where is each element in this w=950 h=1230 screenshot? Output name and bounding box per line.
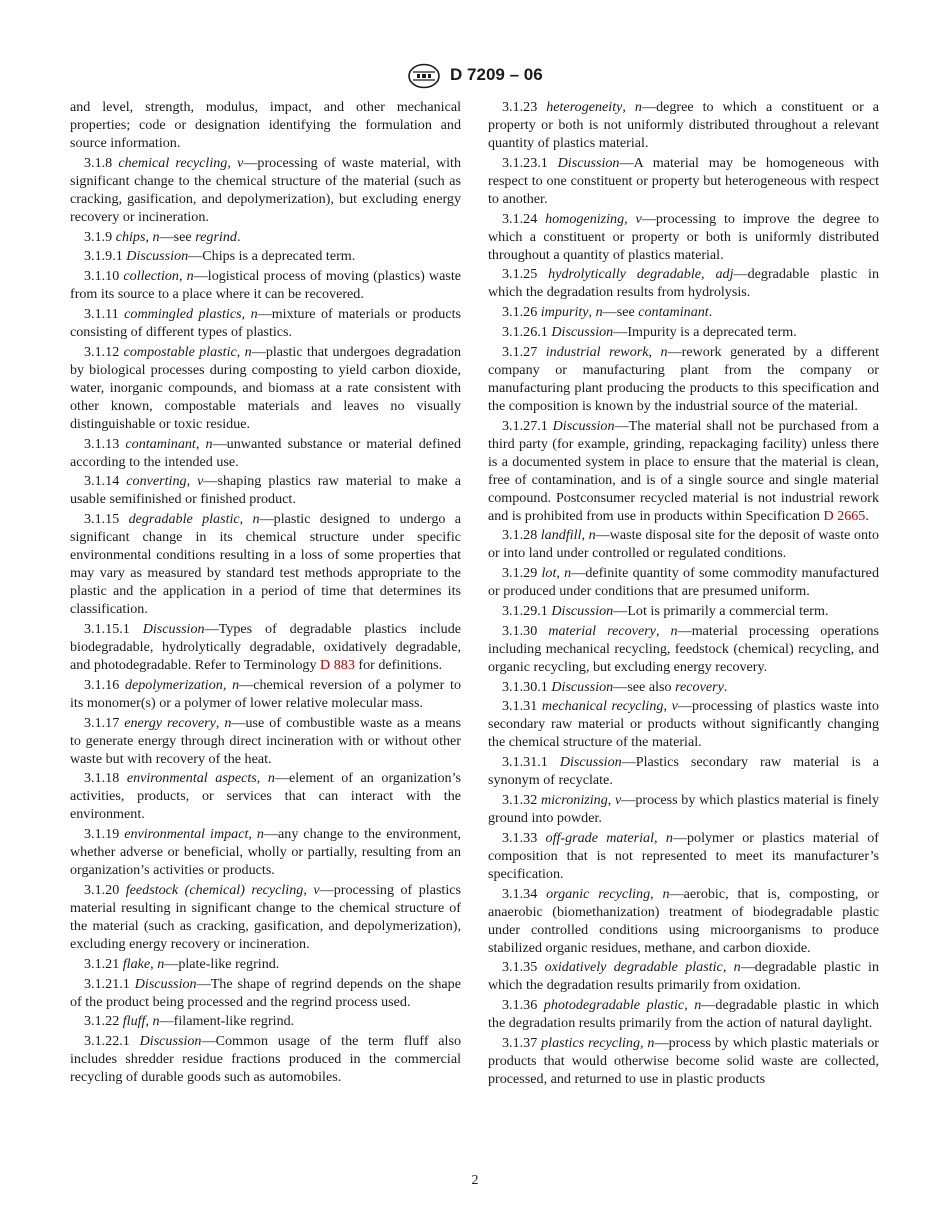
definition-text: —see (602, 304, 639, 321)
definition-paragraph: 3.1.10 collection, n—logistical process of moving (plastics) waste from its source to a place where it can be recovered. (70, 268, 462, 303)
part-of-speech: n (157, 955, 165, 972)
definition-text: —process by which plastics material is finely ground into powder. (488, 791, 880, 826)
part-of-speech: n (232, 676, 240, 693)
part-of-speech: n (252, 511, 260, 528)
definition-paragraph (70, 98, 461, 152)
cross-reference: contaminant (638, 304, 709, 321)
part-of-speech: n (564, 565, 572, 582)
part-of-speech: n (660, 343, 668, 360)
definition-text: —shaping plastics raw material to make a usable semifinished or finished product. (70, 473, 461, 508)
standard-link[interactable]: D 2665 (823, 507, 866, 524)
definition-text: —The material shall not be purchased from a third party (for example, grinding, repackaging facility) unless there is a documented system in place to ensure that the material is clean, free of contamination, and is of a single source and single material compound. Postconsumer recycled material is not industrial rework and is prohibited from use in products within Specification (488, 417, 879, 524)
section-number: 3.1.9 (84, 228, 113, 245)
definition-text: —Plastics secondary raw material is a synonym of recyclate. (488, 754, 879, 789)
definition-paragraph: 3.1.17 energy recovery, n—use of combustible waste as a means to generate energy through direct incineration with or without other waste but with recovery of the heat. (70, 714, 461, 767)
term: compostable plastic (123, 343, 237, 360)
part-of-speech: n (256, 826, 264, 843)
term: Discussion (142, 620, 205, 637)
part-of-speech: n (267, 770, 275, 787)
definition-paragraph: 3.1.16 depolymerization, n—chemical reversion of a polymer to its monomer(s) or a polymer of lower relative molecular mass. (70, 676, 461, 711)
part-of-speech: n (224, 714, 232, 731)
definition-paragraph: 3.1.24 homogenizing, v—processing to improve the degree to which a constituent or property or both is uniformly distributed throughout a quantity of plastics material. (488, 210, 879, 263)
term: off-grade material (545, 829, 655, 846)
term: contaminant (125, 435, 196, 452)
part-of-speech: v (671, 698, 678, 715)
term: photodegradable plastic (543, 997, 685, 1014)
definition-paragraph: 3.1.37 plastics recycling, n—process by which plastic materials or products that would otherwise become solid waste are collected, processed, and returned to use in plastic products (488, 1034, 880, 1087)
definition-paragraph: 3.1.30 material recovery, n—material processing operations including mechanical recycling, feedstock (chemical) recycling, and organic recycling, but excluding energy recovery. (488, 622, 880, 675)
section-number: 3.1.36 (502, 997, 538, 1014)
definition-paragraph: 3.1.25 hydrolytically degradable, adj—degradable plastic in which the degradation results from hydrolysis. (488, 266, 880, 301)
part-of-speech: n (152, 1013, 160, 1030)
term: organic recycling (546, 885, 651, 902)
section-number: 3.1.16 (84, 676, 120, 693)
definition-text: —The shape of regrind depends on the shape of the product being processed and the regrind process used. (70, 975, 461, 1010)
definition-tail: . (865, 507, 869, 524)
definition-text: —processing of plastics waste into secondary raw material or products without significantly changing the chemical structure of the material. (488, 698, 879, 751)
section-number: 3.1.15 (84, 511, 120, 528)
part-of-speech: n (634, 99, 642, 115)
definition-paragraph: 3.1.33 off-grade material, n—polymer or plastics material of composition that is not represented to meet its manufacturer’s specification. (488, 829, 879, 882)
definition-text: —Chips is a deprecated term. (188, 248, 356, 265)
section-number: 3.1.17 (84, 714, 120, 731)
definition-text: and level, strength, modulus, impact, and other mechanical properties; code or designation identifying the formulation and source information. (70, 99, 461, 151)
definition-paragraph: 3.1.19 environmental impact, n—any change to the environment, whether adverse or beneficial, wholly or partially, resulting from an organization’s activities or products. (70, 826, 461, 879)
section-number: 3.1.11 (84, 305, 119, 322)
term: lot (541, 565, 557, 582)
definition-paragraph (488, 323, 879, 341)
section-number: 3.1.26.1 (502, 323, 548, 340)
definition-text: —rework generated by a different company or manufacturing plant from the company or manufacturing plant producing the products to this specification and the composition is known by the industrial source of the material. (488, 343, 880, 414)
definition-tail: for definitions. (354, 656, 443, 673)
section-number: 3.1.9.1 (84, 248, 123, 265)
definition-text: —aerobic, that is, composting, or anaerobic (biomethanization) treatment of biodegradable plastic under controlled conditions using microorganisms to produce stabilized organic residues, methane, and carbon dioxide. (488, 885, 879, 956)
definition-text: —see (159, 228, 196, 245)
section-number: 3.1.27.1 (502, 417, 548, 434)
section-number: 3.1.15.1 (84, 620, 130, 637)
section-number: 3.1.29.1 (502, 602, 548, 619)
section-number: 3.1.12 (84, 343, 120, 360)
definition-paragraph: 3.1.8 chemical recycling, v—processing of waste material, with significant change to the chemical structure of the material (such as cracking, gasification, and depolymerization), but excluding energy recovery or incineration. (70, 154, 462, 225)
section-number: 3.1.34 (502, 885, 538, 902)
section-number: 3.1.22.1 (84, 1033, 130, 1050)
definition-text: —plate-like regrind. (164, 955, 280, 972)
definition-text: —plastic designed to undergo a significant change in its chemical structure under specific environmental conditions resulting in a loss of some properties that may vary as measured by standard test methods appropriate to the plastic and the application in a period of time that determines its classification. (70, 511, 461, 618)
term: industrial rework (545, 343, 649, 360)
term: heterogeneity (546, 99, 623, 115)
part-of-speech: n (665, 829, 673, 846)
definition-paragraph: 3.1.9 chips, n—see regrind. (84, 228, 241, 245)
definition-text: —plastic that undergoes degradation by biological processes during composting to yield carbon dioxide, water, inorganic compounds, and biomass at a rate consistent with other known, compostable materials and leaves no visually distinguishable or toxic residue. (70, 343, 461, 432)
part-of-speech: n (670, 622, 678, 639)
definition-text: —process by which plastic materials or products that would otherwise become solid waste are collected, processed, and returned to use in plastic products (488, 1034, 880, 1087)
term: hydrolytically degradable (548, 266, 702, 283)
term: collection (123, 268, 179, 285)
section-number: 3.1.29 (502, 565, 538, 582)
part-of-speech: n (595, 304, 603, 321)
section-number: 3.1.24 (502, 210, 538, 227)
term: energy recovery (124, 714, 216, 731)
definition-paragraph: 3.1.29 lot, n—definite quantity of some commodity manufactured or produced under conditions that are presumed uniform. (488, 565, 879, 600)
definition-text: —degradable plastic in which the degradation results primarily from the action of natural daylight. (488, 997, 879, 1032)
part-of-speech: n (250, 305, 258, 322)
term: Discussion (551, 678, 614, 695)
definition-paragraph: 3.1.34 organic recycling, n—aerobic, that is, composting, or anaerobic (biomethanization) treatment of biodegradable plastic under controlled conditions using microorganisms to produce stabilized organic residues, methane, and carbon dioxide. (488, 885, 879, 956)
page-number: 2 (471, 1173, 479, 1188)
definition-text: —Impurity is a deprecated term. (613, 323, 797, 340)
section-number: 3.1.31.1 (502, 754, 548, 771)
definition-paragraph: 3.1.13 contaminant, n—unwanted substance or material defined according to the intended use. (70, 435, 461, 470)
definition-text: —use of combustible waste as a means to generate energy through direct incineration with or without other waste but with recovery of the heat. (70, 714, 461, 767)
definition-text: —Lot is primarily a commercial term. (613, 602, 829, 619)
section-number: 3.1.8 (84, 154, 113, 171)
term: environmental impact (124, 826, 249, 843)
term: Discussion (557, 154, 620, 171)
definition-text: —processing of plastics material resulting in significant change to the chemical structure of the material (such as cracking, gasification, and depolymerization), excluding energy recovery or incineration. (70, 881, 461, 952)
definition-paragraph (488, 678, 879, 696)
definition-paragraph: 3.1.14 converting, v—shaping plastics raw material to make a usable semifinished or finished product. (70, 473, 461, 508)
definition-paragraph (488, 417, 879, 525)
definition-text: —polymer or plastics material of composition that is not represented to meet its manufacturer’s specification. (488, 829, 879, 882)
definition-text: —processing to improve the degree to which a constituent or property or both is uniformly distributed throughout a quantity of plastics material. (488, 210, 879, 263)
definition-paragraph (70, 620, 461, 674)
cross-reference: regrind (195, 228, 237, 245)
definition-paragraph: 3.1.35 oxidatively degradable plastic, n—degradable plastic in which the degradation results primarily from oxidation. (488, 959, 880, 994)
definition-paragraph (488, 154, 879, 208)
left-column (70, 98, 461, 1088)
definition-text: —Types of degradable plastics include biodegradable, hydrolytically degradable, oxidatively degradable, and photodegradable. Refer to Terminology (70, 620, 461, 673)
definition-paragraph: 3.1.11 commingled plastics, n—mixture of materials or products consisting of different types of plastics. (70, 305, 462, 340)
definition-paragraph: 3.1.21 flake, n—plate-like regrind. (84, 955, 280, 972)
term: landfill (540, 527, 582, 544)
section-number: 3.1.21 (84, 955, 120, 972)
definition-tail: . (708, 304, 713, 321)
definition-text: —see also (613, 678, 676, 695)
definition-paragraph (70, 975, 461, 1011)
definition-text: —mixture of materials or products consisting of different types of plastics. (70, 305, 462, 340)
term: Discussion (551, 602, 614, 619)
definition-text: —A material may be homogeneous with respect to one constituent or property but heterogeneous with respect to another. (488, 154, 879, 207)
section-number: 3.1.23 (502, 99, 538, 115)
section-number: 3.1.13 (84, 435, 120, 452)
term: degradable plastic (128, 511, 240, 528)
section-number: 3.1.32 (502, 791, 538, 808)
definition-text: —degradable plastic in which the degradation results primarily from oxidation. (488, 959, 880, 994)
definition-text: —degradable plastic in which the degradation results from hydrolysis. (488, 266, 880, 301)
section-number: 3.1.21.1 (84, 975, 130, 992)
definition-text: —processing of waste material, with significant change to the chemical structure of the material (such as cracking, gasification, and depolymerization), but excluding energy recovery or incineration. (70, 154, 462, 225)
part-of-speech: v (237, 154, 244, 171)
section-number: 3.1.23.1 (502, 154, 548, 171)
part-of-speech: v (313, 881, 320, 898)
definition-text: —any change to the environment, whether adverse or beneficial, wholly or partially, resulting from an organization’s activities or products. (70, 826, 461, 879)
part-of-speech: v (635, 210, 642, 227)
definition-tail: . (723, 678, 728, 695)
term: Discussion (559, 754, 622, 771)
part-of-speech: n (244, 343, 252, 360)
section-number: 3.1.22 (84, 1013, 120, 1030)
part-of-speech: n (205, 435, 213, 452)
section-number: 3.1.14 (84, 473, 120, 490)
term: Discussion (552, 417, 615, 434)
definition-paragraph (70, 247, 461, 265)
definition-text: —waste disposal site for the deposit of waste onto or into land under controlled or regulated conditions. (488, 527, 880, 562)
term: material recovery (548, 622, 656, 639)
term: Discussion (551, 323, 614, 340)
part-of-speech: n (647, 1034, 655, 1051)
section-number: 3.1.19 (84, 826, 120, 843)
term: commingled plastics (124, 305, 242, 322)
part-of-speech: n (152, 228, 160, 245)
term: Discussion (126, 248, 189, 265)
definition-text: —definite quantity of some commodity manufactured or produced under conditions that are presumed uniform. (488, 565, 879, 600)
part-of-speech: n (588, 527, 596, 544)
term: chemical recycling (118, 154, 228, 171)
term: depolymerization (124, 676, 223, 693)
definition-text: —Common usage of the term fluff also includes shredder residue fractions produced in the commercial recycling of durable goods such as automobiles. (70, 1033, 461, 1086)
term: homogenizing (545, 210, 625, 227)
term: oxidatively degradable plastic (544, 959, 723, 976)
section-number: 3.1.33 (502, 829, 538, 846)
page-header (0, 62, 950, 89)
definition-paragraph: 3.1.36 photodegradable plastic, n—degradable plastic in which the degradation results primarily from the action of natural daylight. (488, 997, 879, 1032)
definition-tail: . (236, 228, 241, 245)
section-number: 3.1.26 (502, 304, 538, 321)
definition-text: —material processing operations including mechanical recycling, feedstock (chemical) recycling, and organic recycling, but excluding energy recovery. (488, 622, 880, 675)
part-of-speech: n (694, 997, 702, 1014)
definition-paragraph: 3.1.26 impurity, n—see contaminant. (502, 304, 713, 321)
definition-paragraph: 3.1.27 industrial rework, n—rework generated by a different company or manufacturing plant from the company or manufacturing plant producing the products to this specification and the composition is known by the industrial source of the material. (488, 343, 880, 414)
astm-logo-icon (407, 63, 441, 89)
definition-text: —element of an organization’s activities, products, or services that can interact with the environment. (70, 770, 462, 823)
term: micronizing (540, 791, 608, 808)
definition-text: —chemical reversion of a polymer to its monomer(s) or a polymer of lower relative molecular mass. (70, 676, 461, 711)
term: converting (126, 473, 187, 490)
section-number: 3.1.28 (502, 527, 538, 544)
definition-paragraph (488, 602, 879, 620)
section-number: 3.1.25 (502, 266, 538, 283)
term: flake (122, 955, 151, 972)
term: environmental aspects (126, 770, 257, 787)
term: mechanical recycling (541, 698, 664, 715)
section-number: 3.1.18 (84, 770, 120, 787)
section-number: 3.1.31 (502, 698, 538, 715)
standard-link[interactable]: D 883 (320, 656, 355, 673)
term: fluff (122, 1013, 146, 1030)
part-of-speech: v (614, 791, 622, 808)
section-number: 3.1.37 (502, 1034, 538, 1051)
definition-paragraph: 3.1.18 environmental aspects, n—element of an organization’s activities, products, or services that can interact with the environment. (70, 770, 462, 823)
definition-text: —filament-like regrind. (159, 1013, 295, 1030)
term: Discussion (134, 975, 197, 992)
part-of-speech: n (186, 268, 194, 285)
term: chips (115, 228, 146, 245)
section-number: 3.1.30.1 (502, 678, 548, 695)
definition-paragraph (488, 753, 879, 789)
definition-paragraph: 3.1.20 feedstock (chemical) recycling, v—processing of plastics material resulting in significant change to the chemical structure of the material (such as cracking, gasification, and depolymerization), excluding energy recovery or incineration. (70, 881, 461, 952)
part-of-speech: n (662, 885, 670, 902)
definition-paragraph (70, 1032, 461, 1086)
part-of-speech: adj (715, 266, 734, 283)
term: feedstock (chemical) recycling (125, 881, 304, 898)
definition-text: —degree to which a constituent or a property or both is not uniformly distributed throughout a relevant quantity of plastics material. (488, 99, 880, 151)
part-of-speech: n (733, 959, 741, 976)
section-number: 3.1.27 (502, 343, 538, 360)
term: Discussion (139, 1033, 202, 1050)
definition-paragraph: 3.1.32 micronizing, v—process by which plastics material is finely ground into powder. (488, 791, 880, 826)
term: plastics recycling (541, 1034, 640, 1051)
definition-text: —logistical process of moving (plastics) waste from its source to a place where it can be recovered. (70, 268, 462, 303)
document-designation: D 7209 – 06 (450, 65, 543, 84)
definition-text: —unwanted substance or material defined according to the intended use. (70, 435, 461, 470)
section-number: 3.1.35 (502, 959, 538, 976)
definition-paragraph: 3.1.12 compostable plastic, n—plastic that undergoes degradation by biological processes during composting to yield carbon dioxide, water, inorganic compounds, and biomass at a rate consistent with other known, compostable materials and leaves no visually distinguishable or toxic residue. (70, 343, 461, 432)
section-number: 3.1.10 (84, 268, 120, 285)
section-number: 3.1.20 (84, 881, 120, 898)
definition-paragraph: 3.1.31 mechanical recycling, v—processing of plastics waste into secondary raw material or products without significantly changing the chemical structure of the material. (488, 698, 879, 751)
definition-paragraph: 3.1.22 fluff, n—filament-like regrind. (84, 1013, 295, 1030)
right-column (488, 98, 879, 1090)
definition-paragraph: 3.1.28 landfill, n—waste disposal site for the deposit of waste onto or into land under controlled or regulated conditions. (488, 527, 880, 562)
part-of-speech: v (197, 473, 204, 490)
section-number: 3.1.30 (502, 622, 538, 639)
term: impurity (540, 304, 589, 321)
definition-paragraph: 3.1.15 degradable plastic, n—plastic designed to undergo a significant change in its chemical structure under specific environmental conditions resulting in a loss of some properties that may vary as measured by standard test methods appropriate to the plastic and the application in a period of time that determines its classification. (70, 511, 461, 618)
cross-reference: recovery (675, 678, 724, 695)
definition-paragraph: 3.1.23 heterogeneity, n—degree to which a constituent or a property or both is not uniformly distributed throughout a relevant quantity of plastics material. (488, 99, 880, 151)
